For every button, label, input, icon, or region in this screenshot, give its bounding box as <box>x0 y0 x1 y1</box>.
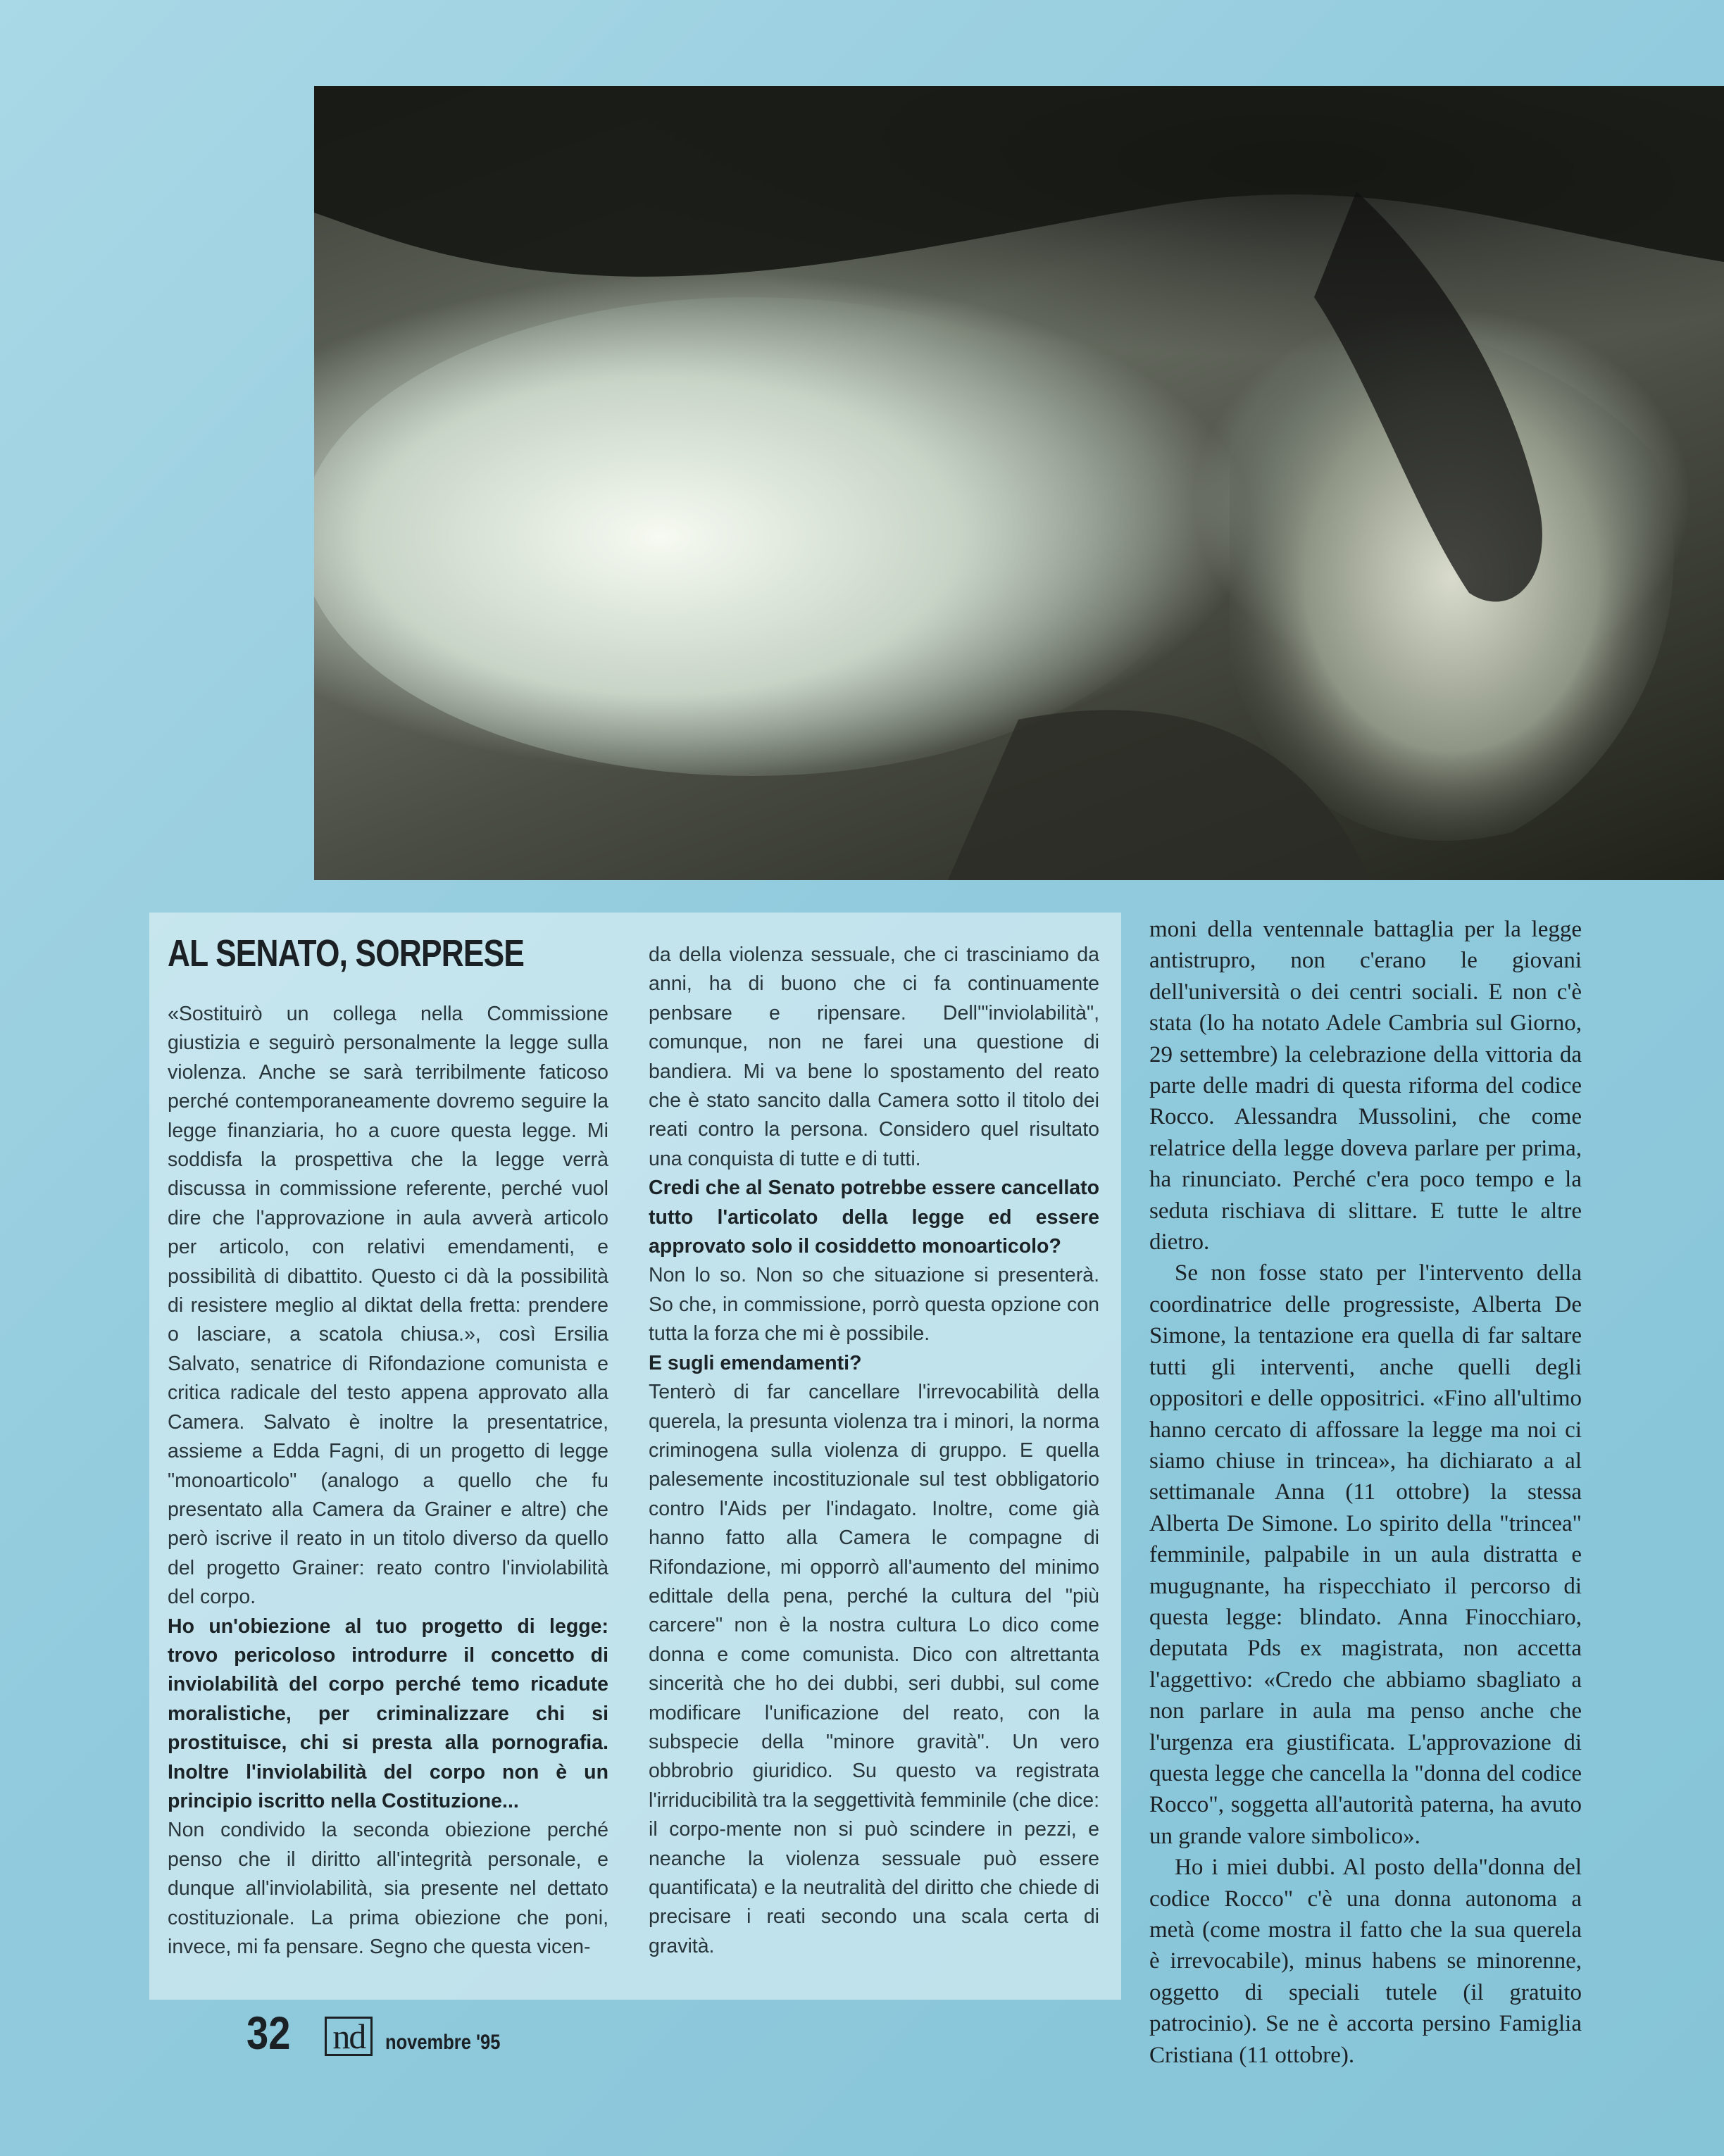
paragraph: moni della ventennale battaglia per la legge antistrupro, non c'erano le giovani dell'università o dei centri sociali. E non c'è stata (lo ha notato Adele Cambria sul Giorno, 29 settembre) la celebrazione della vittoria da parte delle madri di questa riforma del codice Rocco. Alessandra Mussolini, che come relatrice della legge doveva parlare per prima, ha rinunciato. Perché c'era poco tempo e la seduta rischiava di slittare. E tutte le altre dietro. <box>1149 917 1582 1255</box>
page-number: 32 <box>246 2007 291 2059</box>
article-photo <box>314 86 1724 880</box>
interview-question: E sugli emendamenti? <box>649 1351 862 1374</box>
paragraph: Non condivido la seconda obiezione perché penso che il diritto all'integrità personale, e dunque all'inviolabilità, sia presente nel dettato costituzionale. La prima obiezione che poni, invece, mi fa pensare. Segno che questa vicen- <box>168 1819 608 1958</box>
interview-question: Ho un'obiezione al tuo progetto di legge: trovo pericoloso introdurre il concetto di inviolabilità del corpo perché temo ricadute moralistiche, per criminalizzare chi si prostituisce, chi si presta alla pornografia. Inoltre l'inviolabilità del corpo non è un principio iscritto nella Costituzione... <box>168 1615 608 1812</box>
magazine-logo: nd <box>325 2017 373 2056</box>
photo-shapes <box>314 86 1724 880</box>
paragraph: Se non fosse stato per l'intervento della coordinatrice delle progressiste, Alberta De Simone, la tentazione era quella di far saltare tutti gli interventi, anche quelli degli oppositori e delle oppositrici. «Fino all'ultimo hanno cercato di affossare la legge ma noi ci siamo chiuse in trincea», ha dichiarato a al settimanale Anna (11 ottobre) la stessa Alberta De Simone. Lo spirito della "trincea" femminile, palpabile in un aula distratta e mugugnante, ha rispecchiato il percorso di questa legge: blindato. Anna Finocchiaro, deputata Pds ex magistrata, non accetta l'aggettivo: «Credo che abbiamo sbagliato a non parlare in aula ma penso anche che l'urgenza era giustificata. L'approvazione di questa legge che cancella la "donna del codice Rocco", soggetta all'autorità paterna, ha avuto un grande valore simbolico». <box>1149 1260 1582 1849</box>
paragraph: Non lo so. Non so che situazione si presenterà. So che, in commissione, porrò questa opzione con tutta la forza che mi è possibile. <box>649 1264 1099 1346</box>
sidebar-column-1 <box>168 1000 608 1962</box>
issue-date: novembre '95 <box>385 2031 501 2054</box>
sidebar-heading: AL SENATO, SORPRESE <box>168 932 525 974</box>
paragraph: da della violenza sessuale, che ci trasciniamo da anni, ha di buono che ci fa continuamente penbsare e ripensare. Dell'"inviolabilità", comunque, non ne farei una questione di bandiera. Mi va bene lo spostamento del reato che è stato sancito dalla Camera sotto il titolo dei reati contro la persona. Considero quel risultato una conquista di tutte e di tutti. <box>649 944 1099 1170</box>
page-footer <box>246 2007 521 2059</box>
article-column-3 <box>1149 914 1582 2071</box>
paragraph: «Sostituirò un collega nella Commissione giustizia e seguirò personalmente la legge sulla violenza. Anche se sarà terribilmente faticoso perché contemporaneamente dovremo seguire la legge finanziaria, ho a cuore questa legge. Mi soddisfa la prospettiva che la legge verrà discussa in commissione referente, perché vuol dire che l'approvazione in aula avverà articolo per articolo, con relativi emendamenti, e possibilità di dibattito. Questo ci dà la possibilità di resistere meglio al diktat della fretta: prendere o lasciare, a scatola chiusa.», così Ersilia Salvato, senatrice di Rifondazione comunista e critica radicale del testo appena approvato alla Camera. Salvato è inoltre la presentatrice, assieme a Edda Fagni, di un progetto di legge "monoarticolo" (analogo a quello che fu presentato alla Camera da Grainer e altre) che però iscrive il reato in un titolo diverso da quello del progetto Grainer: reato contro l'inviolabilità del corpo. <box>168 1003 608 1609</box>
paragraph: Ho i miei dubbi. Al posto della"donna del codice Rocco" c'è una donna autonoma a metà (come mostra il fatto che la sua querela è irrevocabile), minus habens se minorenne, oggetto di speciali tutele (il gratuito patrocinio). Se ne è accorta persino Famiglia Cristiana (11 ottobre). <box>1149 1855 1582 2068</box>
paragraph: Tenterò di far cancellare l'irrevocabilità della querela, la presunta violenza tra i minori, la norma criminogena sulla violenza di gruppo. E quella palesemente incostituzionale sul test obbligatorio contro l'Aids per l'indagato. Inoltre, come già hanno fatto alla Camera le compagne di Rifondazione, mi opporrò all'aumento del minimo edittale della pena, perché la cultura del "più carcere" non è la nostra cultura Lo dico come donna e come comunista. Dico con altrettanta sincerità che ho dei dubbi, seri dubbi, sul come modificare l'unificazione del reato, con la subspecie della "minore gravità". Un vero obbrobrio giuridico. Su questo va registrata l'irriducibilità tra la seggettività femminile (che dice: il corpo-mente non si può scindere in pezzi, e neanche la violenza sessuale può essere quantificata) e la neutralità del diritto che chiede di precisare i reati secondo una scala certa di gravità. <box>649 1381 1099 1957</box>
sidebar-column-2 <box>649 941 1099 1961</box>
interview-question: Credi che al Senato potrebbe essere cancellato tutto l'articolato della legge ed essere approvato solo il cosiddetto monoarticolo? <box>649 1177 1099 1258</box>
